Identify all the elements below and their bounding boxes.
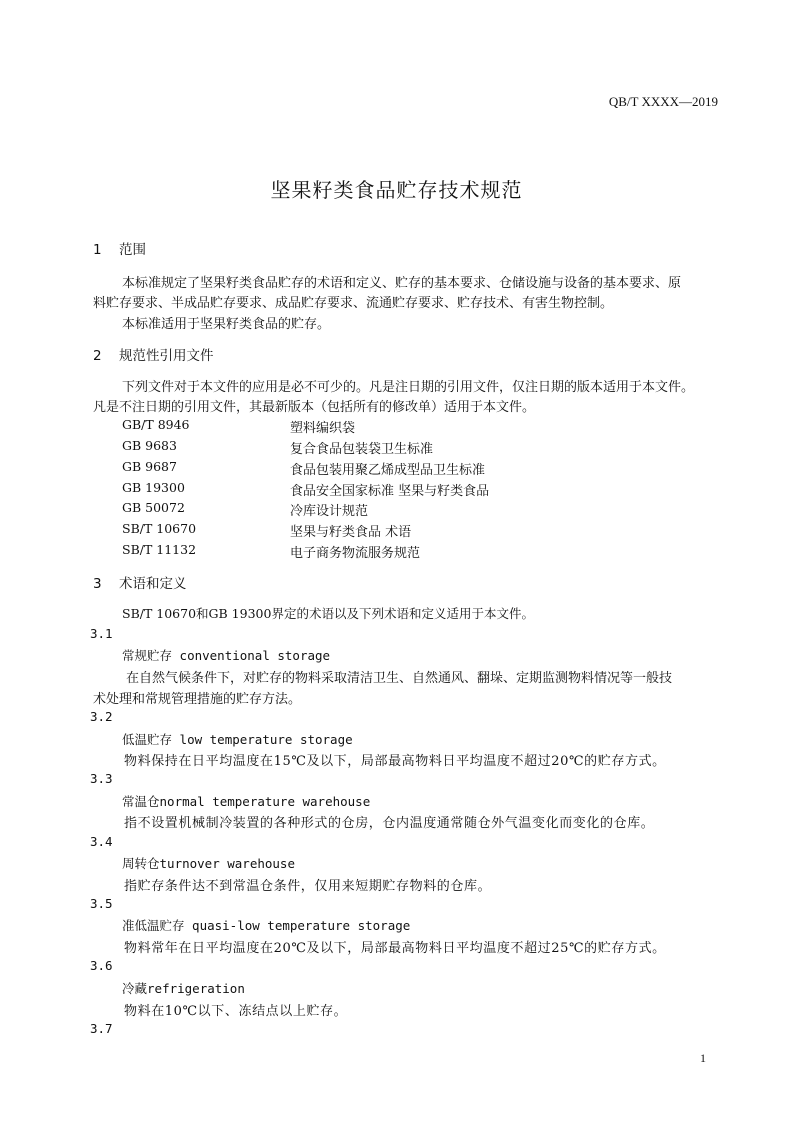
term-zh: 常温仓 [122, 794, 160, 809]
scope-para1-line2: 料贮存要求、半成品贮存要求、成品贮存要求、流通贮存要求、贮存技术、有害生物控制。 [93, 296, 614, 311]
term-heading [122, 916, 410, 934]
term-heading [122, 979, 245, 997]
standard-number: QB/T XXXX—2019 [608, 94, 718, 109]
reference-title: 食品安全国家标准 坚果与籽类食品 [290, 484, 490, 499]
term-zh: 准低温贮存 [122, 918, 185, 933]
section-number: 3 [93, 576, 102, 592]
clause-number: 3.6 [90, 958, 113, 973]
section-title: 术语和定义 [119, 576, 187, 592]
section-number: 1 [93, 242, 102, 258]
term-en: low temperature storage [172, 732, 353, 747]
term-en: refrigeration [147, 981, 245, 996]
term-definition-line2: 术处理和常规管理措施的贮存方法。 [93, 692, 302, 707]
clause-number: 3.1 [90, 626, 113, 641]
normative-para-line2: 凡是不注日期的引用文件，其最新版本（包括所有的修改单）适用于本文件。 [93, 400, 536, 415]
term-heading [122, 646, 330, 664]
section-heading-normative [93, 344, 214, 364]
clause-number: 3.3 [90, 771, 113, 786]
term-zh: 低温贮存 [122, 732, 173, 747]
term-heading [122, 730, 353, 748]
term-heading [122, 792, 370, 810]
term-en: quasi-low temperature storage [184, 918, 411, 933]
scope-para2: 本标准适用于坚果籽类食品的贮存。 [122, 317, 331, 332]
reference-title: 塑料编织袋 [290, 421, 356, 436]
clause-number: 3.5 [90, 896, 113, 911]
reference-code: SB/T 11132 [122, 542, 197, 557]
term-en: turnover warehouse [159, 856, 295, 871]
term-definition: 物料在10℃以下、冻结点以上贮存。 [124, 1004, 348, 1019]
term-definition: 物料常年在日平均温度在20℃及以下，局部最高物料日平均温度不超过25℃的贮存方式。 [124, 941, 666, 956]
reference-title: 复合食品包装袋卫生标准 [290, 442, 434, 457]
reference-title: 电子商务物流服务规范 [290, 546, 421, 561]
term-definition: 物料保持在日平均温度在15℃及以下，局部最高物料日平均温度不超过20℃的贮存方式。 [124, 754, 666, 769]
reference-code: GB 9683 [122, 438, 177, 453]
term-en: conventional storage [172, 648, 331, 663]
scope-para1-line1: 本标准规定了坚果籽类食品贮存的术语和定义、贮存的基本要求、仓储设施与设备的基本要求、原 [122, 276, 682, 291]
term-heading [122, 854, 295, 872]
term-zh: 常规贮存 [122, 648, 173, 663]
term-en: normal temperature warehouse [159, 794, 371, 809]
reference-title: 食品包装用聚乙烯成型品卫生标准 [290, 463, 486, 478]
term-definition: 指不设置机械制冷装置的各种形式的仓房，仓内温度通常随仓外气温变化而变化的仓库。 [124, 816, 655, 831]
term-definition: 指贮存条件达不到常温仓条件，仅用来短期贮存物料的仓库。 [124, 879, 492, 894]
term-definition-line1: 在自然气候条件下，对贮存的物料采取清洁卫生、自然通风、翻垛、定期监测物料情况等一般技 [126, 671, 673, 686]
clause-number: 3.7 [90, 1021, 113, 1036]
reference-title: 坚果与籽类食品 术语 [290, 525, 412, 540]
term-zh: 冷藏 [122, 981, 148, 996]
section-number: 2 [93, 348, 102, 364]
normative-para-line1: 下列文件对于本文件的应用是必不可少的。凡是注日期的引用文件，仅注日期的版本适用于本文件。 [122, 380, 695, 395]
reference-code: GB 19300 [122, 480, 185, 495]
reference-code: GB 9687 [122, 459, 177, 474]
document-title: 坚果籽类食品贮存技术规范 [270, 178, 523, 202]
section-heading-scope [93, 238, 146, 258]
terms-intro: SB/T 10670和GB 19300界定的术语以及下列术语和定义适用于本文件。 [122, 606, 534, 621]
term-zh: 周转仓 [122, 856, 160, 871]
clause-number: 3.4 [90, 834, 113, 849]
section-heading-terms [93, 572, 187, 592]
section-title: 规范性引用文件 [119, 348, 214, 364]
reference-code: GB 50072 [122, 500, 185, 515]
reference-code: GB/T 8946 [122, 417, 190, 432]
reference-code: SB/T 10670 [122, 521, 197, 536]
page-number: 1 [700, 1051, 706, 1065]
reference-title: 冷库设计规范 [290, 504, 369, 519]
clause-number: 3.2 [90, 709, 113, 724]
section-title: 范围 [119, 242, 146, 258]
